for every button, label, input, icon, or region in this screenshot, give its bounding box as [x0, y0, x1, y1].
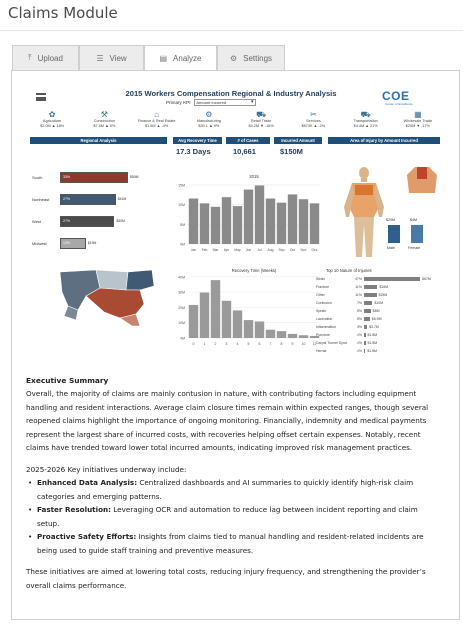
- x-tick-label: Feb: [201, 248, 208, 252]
- bar: [310, 203, 319, 244]
- bar: [233, 206, 242, 244]
- y-tick-label: 10M: [178, 203, 185, 208]
- incurred-kpi: $150M: [280, 147, 303, 156]
- summary-paragraph: Overall, the majority of claims are mainly contusion in nature, with contributing factors including equipment handling and resident interactions. Average claim closure times remain within expected ranges, though several reopened claims highlight the importance of ongoing monitoring. Financially, indemnity and medical payments represent the largest share of incurred costs, with recoveries helping offset certain expenses. Notably, recent claims have trended toward lower total incurred amounts, indicating improved risk management practices.: [26, 389, 429, 452]
- nature-name: Hernia: [316, 349, 327, 353]
- bar: [211, 280, 220, 338]
- nature-name: Sprain: [316, 309, 327, 313]
- nature-value: $3.7M: [369, 325, 379, 329]
- bar: [222, 301, 231, 338]
- industry-amount: $4.2M: [248, 124, 260, 128]
- nature-percent: 5%: [356, 309, 362, 313]
- x-tick-label: Oct: [289, 248, 296, 252]
- page-title: Claims Module: [8, 4, 118, 22]
- industry-tile[interactable]: [183, 110, 235, 132]
- nature-percent: 7%: [356, 301, 362, 305]
- region-percent: 13%: [63, 241, 71, 245]
- kpi-selector: [166, 99, 256, 106]
- nature-row: [316, 277, 431, 281]
- industry-amount: $30.1: [198, 124, 208, 128]
- industry-amount: $1.6M: [145, 124, 156, 128]
- x-tick-label: 7: [269, 342, 272, 346]
- regional-section-bar: Regional Analysis: [30, 137, 167, 144]
- industry-tile[interactable]: [235, 110, 287, 132]
- nature-row: [316, 285, 388, 289]
- x-tick-label: 3: [225, 342, 228, 346]
- tab-bar: [12, 45, 285, 70]
- nature-percent: 47%: [354, 277, 362, 281]
- nature-name: Carpal Tunnel Synd: [316, 341, 347, 345]
- nature-row: [316, 325, 379, 329]
- region-value: $40M: [116, 219, 125, 223]
- industry-tile[interactable]: [78, 110, 130, 132]
- region-value: $50M: [130, 175, 139, 179]
- bar: [288, 194, 297, 244]
- y-tick-label: 30M: [178, 290, 185, 295]
- initiative-title: Proactive Safety Efforts:: [37, 532, 137, 541]
- industry-tile[interactable]: [340, 110, 392, 132]
- bar: [255, 321, 264, 338]
- recovery-section-bar: Avg Recovery Time: [173, 137, 222, 144]
- industry-name: Agriculture: [43, 119, 62, 123]
- industry-change: ▲ 9%: [209, 124, 220, 128]
- male-amount: $20M: [386, 218, 395, 222]
- upload-icon: ⤒: [28, 53, 32, 62]
- factory-icon: ⚙: [205, 110, 213, 119]
- region-label: Midwest: [32, 241, 47, 246]
- x-tick-label: Jul: [257, 248, 262, 252]
- nature-row: [316, 341, 377, 345]
- x-tick-label: 9: [291, 342, 294, 346]
- y-tick-label: 0M: [180, 336, 185, 341]
- industry-tile[interactable]: [287, 110, 339, 132]
- industry-name: Manufacturing: [196, 119, 221, 123]
- nature-title: Top 10 Nature of Injuries: [326, 268, 372, 273]
- tab-label: Analyze: [173, 54, 202, 63]
- summary-closing: These initiatives are aimed at lowering total costs, reducing injury frequency, and strengthening the provider’s overall claims performance.: [26, 567, 426, 590]
- tab-label: Upload: [37, 53, 63, 63]
- nature-name: Strain: [316, 277, 326, 281]
- x-tick-label: 10: [301, 342, 306, 346]
- crane-icon: ⚒: [100, 110, 108, 119]
- x-tick-label: Mar: [212, 248, 219, 252]
- bar: [277, 203, 286, 244]
- dashboard-image: [26, 82, 444, 372]
- cases-kpi: 10,661: [233, 147, 256, 156]
- chart-title: Recovery Time (Weeks): [231, 268, 277, 273]
- x-tick-label: Nov: [300, 248, 307, 252]
- nature-value: $67M: [422, 277, 431, 281]
- female-avatar[interactable]: [411, 225, 423, 243]
- x-tick-label: 0: [192, 342, 195, 346]
- industry-change: ▲ 18%: [51, 124, 65, 128]
- gear-icon: ⚙: [229, 53, 238, 63]
- wheat-icon: ✿: [48, 110, 56, 119]
- nature-percent: 11%: [355, 285, 362, 289]
- industry-change: ▼ -16%: [260, 124, 274, 128]
- nature-percent: 5%: [356, 317, 362, 321]
- nature-value: $1.5M: [367, 349, 377, 353]
- industry-name: Wholesale Trade: [403, 119, 433, 123]
- industry-tile[interactable]: [131, 110, 183, 132]
- chart-icon: ▤: [159, 54, 168, 63]
- industry-name: Retail Trade: [250, 119, 272, 123]
- nature-bar: [364, 333, 366, 337]
- recovery-bar-chart: [168, 266, 324, 348]
- industry-change: ▲ -2%: [313, 124, 326, 128]
- x-tick-label: Apr: [223, 248, 230, 252]
- x-tick-label: Dec: [311, 248, 318, 252]
- bank-icon: ⌂: [154, 110, 160, 119]
- bar: [266, 330, 275, 338]
- initiative-item: [26, 503, 434, 530]
- industry-amount: $2.0M: [40, 124, 51, 128]
- torso-figure: [405, 165, 439, 195]
- industry-amount: $873K: [301, 124, 313, 128]
- tab-analyze[interactable]: [144, 45, 217, 71]
- header-divider: [0, 30, 463, 31]
- tab-settings[interactable]: [217, 45, 285, 70]
- bar: [211, 207, 220, 244]
- nature-value: $10M: [374, 301, 384, 305]
- x-tick-label: Sep: [278, 248, 285, 252]
- warehouse-icon: ▦: [414, 110, 422, 119]
- x-tick-label: Jan: [190, 248, 197, 252]
- nature-bar: [364, 285, 377, 289]
- initiative-text: Leveraging OCR and automation to reduce lag between incident reporting and claim setup.: [37, 505, 418, 528]
- kpi-dropdown[interactable]: Amount Incurred ▾: [194, 99, 256, 106]
- nature-row: [316, 309, 379, 313]
- bar: [222, 197, 231, 244]
- dashboard-title: 2015 Workers Compensation Regional & Industry Analysis: [125, 89, 337, 98]
- region-label: Northeast: [32, 197, 50, 202]
- monthly-bar-chart: [168, 172, 324, 254]
- list-icon: ☰: [96, 53, 104, 63]
- x-tick-label: 8: [280, 342, 283, 346]
- bar: [299, 199, 308, 244]
- nature-row: [316, 301, 383, 305]
- industry-name: Finance & Real Estate: [137, 119, 176, 123]
- initiative-item: [26, 530, 434, 557]
- bar: [244, 320, 253, 338]
- bar: [277, 331, 286, 338]
- summary-heading: Executive Summary: [26, 376, 109, 385]
- nature-value: $1.8M: [367, 341, 378, 345]
- tab-label: Settings: [243, 53, 273, 63]
- nature-row: [316, 293, 387, 297]
- nature-bar: [364, 309, 371, 313]
- nature-name: Other: [316, 293, 325, 297]
- nature-value: $8M: [372, 309, 380, 313]
- x-tick-label: 1: [203, 342, 206, 346]
- industry-tile[interactable]: [26, 110, 78, 132]
- bar: [189, 199, 198, 244]
- industry-tile[interactable]: [392, 110, 444, 132]
- x-tick-label: Aug: [267, 248, 274, 252]
- coe-logo: COE: [382, 89, 410, 103]
- x-tick-label: May: [234, 248, 241, 252]
- region-label: West: [32, 219, 42, 224]
- nature-bar: [364, 301, 372, 305]
- region-percent: 27%: [63, 219, 71, 223]
- executive-summary: [26, 376, 434, 592]
- nature-bar: [364, 341, 366, 345]
- industry-name: Transportation: [353, 119, 378, 123]
- industry-name: Construction: [93, 119, 116, 123]
- nature-percent: 3%: [356, 325, 362, 329]
- tab-label: View: [109, 53, 127, 63]
- industry-amount: $4.4M: [353, 124, 365, 128]
- initiatives-list: [26, 476, 434, 557]
- male-avatar[interactable]: [388, 225, 400, 243]
- bar: [266, 199, 275, 244]
- y-tick-label: 5M: [180, 222, 185, 227]
- nature-name: Laceration: [316, 317, 333, 321]
- nature-percent: 1%: [356, 333, 362, 337]
- area-section-bar: Area of Injury by Amount Incurred: [328, 137, 440, 144]
- female-amount: $4M: [410, 218, 417, 222]
- bar: [233, 310, 242, 338]
- y-tick-label: 15M: [178, 183, 185, 188]
- nature-percent: 1%: [356, 349, 362, 353]
- nature-name: Puncture: [316, 333, 331, 337]
- initiative-text: Centralized dashboards and AI summaries to quickly identify high-risk claim categories and emerging patterns.: [37, 478, 414, 501]
- x-tick-label: 4: [236, 342, 239, 346]
- cart-icon: ⛟: [256, 110, 267, 119]
- nature-bar: [364, 277, 420, 281]
- y-tick-label: 10M: [178, 321, 185, 326]
- bar: [200, 203, 209, 244]
- initiatives-intro: 2025-2026 Key initiatives underway include:: [26, 464, 187, 474]
- tab-view[interactable]: [79, 45, 144, 70]
- nature-value: $15M: [378, 293, 388, 297]
- nature-row: [316, 317, 382, 321]
- female-label: Female: [408, 246, 420, 250]
- cases-section-bar: # of Cases: [226, 137, 270, 144]
- kpi-label: Primary KPI: [166, 100, 191, 105]
- truck-icon: ⛟: [360, 110, 371, 119]
- region-value: $19M: [87, 241, 97, 245]
- chart-title: 2015: [249, 174, 259, 179]
- x-tick-label: 2: [214, 342, 217, 346]
- nature-value: $1.8M: [367, 333, 378, 337]
- menu-icon[interactable]: [36, 93, 46, 101]
- male-label: Male: [387, 246, 395, 250]
- industry-change: ▲ -4%: [156, 124, 169, 128]
- nature-row: [316, 333, 377, 337]
- initiative-item: [26, 476, 434, 503]
- nature-name: Fracture: [316, 285, 330, 289]
- initiative-text: Insights from claims tied to manual handling and resident-related incidents are being used to guide staff training and preventive measures.: [37, 532, 424, 555]
- industry-change: ▲ 21%: [365, 124, 378, 128]
- bar: [299, 335, 308, 338]
- nature-value: $16M: [379, 285, 389, 289]
- nature-bar: [364, 293, 377, 297]
- x-tick-label: 11: [312, 342, 317, 346]
- initiative-title: Faster Resolution:: [37, 505, 112, 514]
- industry-name: Services: [306, 119, 321, 123]
- bar: [200, 293, 209, 338]
- industry-amount: $20M: [405, 124, 416, 128]
- bar: [288, 334, 297, 338]
- y-tick-label: 40M: [178, 275, 185, 280]
- region-percent: 33%: [63, 175, 71, 179]
- tab-upload[interactable]: [12, 45, 79, 70]
- nature-bar: [364, 325, 367, 329]
- region-bar: [60, 172, 128, 183]
- body-injury-figure: [338, 165, 390, 261]
- industry-change: ▲ 0%: [105, 124, 116, 128]
- industry-amount: $7.5M: [93, 124, 104, 128]
- x-tick-label: 5: [247, 342, 250, 346]
- logo-subtitle: Center of Excellence: [385, 102, 413, 106]
- region-label: South: [32, 175, 43, 180]
- nature-percent: 1%: [356, 341, 362, 345]
- nature-row: [316, 349, 377, 353]
- nature-bar: [364, 349, 365, 353]
- tools-icon: ✂: [310, 110, 317, 119]
- nature-bar: [364, 317, 370, 321]
- bar: [244, 190, 253, 244]
- nature-name: Contusion: [316, 301, 332, 305]
- x-tick-label: Jun: [245, 248, 252, 252]
- nature-value: $6.9M: [371, 317, 382, 321]
- nature-percent: 11%: [355, 293, 362, 297]
- industry-row: [26, 110, 444, 132]
- nature-name: Inflammation: [316, 325, 337, 329]
- y-tick-label: 0M: [180, 242, 185, 247]
- x-tick-label: 6: [258, 342, 261, 346]
- region-percent: 27%: [63, 197, 71, 201]
- bar: [255, 185, 264, 244]
- recovery-kpi: 17.3 Days: [176, 147, 211, 156]
- incurred-section-bar: Incurred Amount: [274, 137, 322, 144]
- y-tick-label: 20M: [178, 305, 185, 310]
- bar: [189, 305, 198, 338]
- region-value: $41M: [117, 197, 127, 201]
- industry-change: ▼ -17%: [416, 124, 430, 128]
- us-map: [56, 266, 158, 328]
- initiative-title: Enhanced Data Analysis:: [37, 478, 138, 487]
